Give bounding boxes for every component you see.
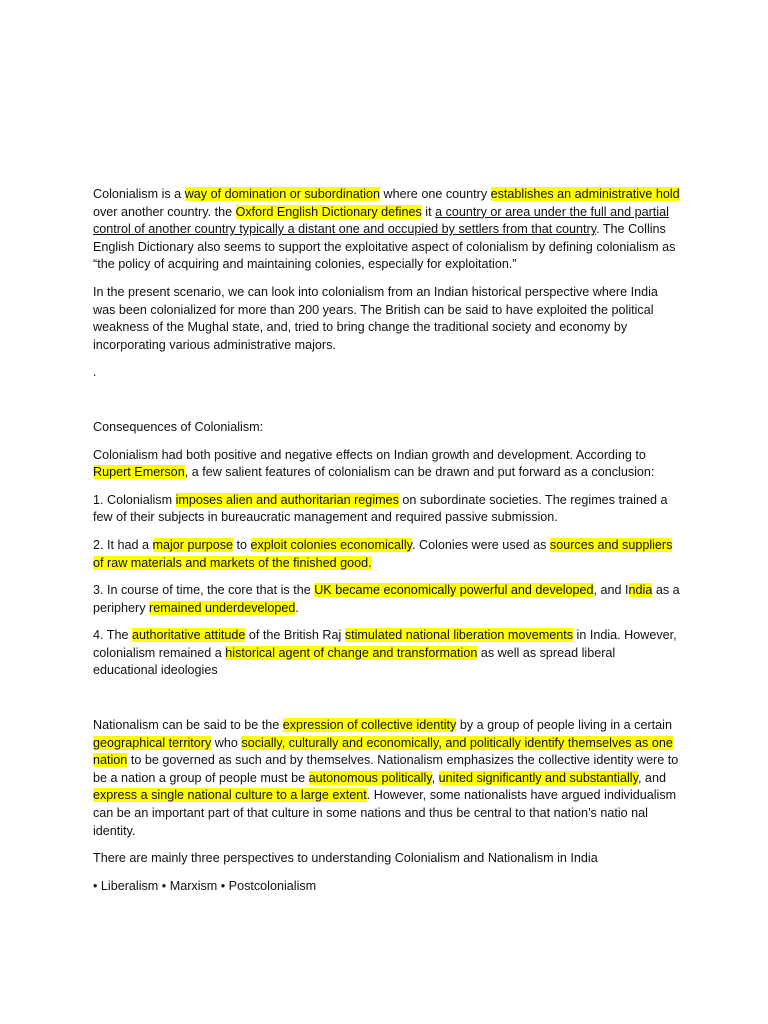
highlighted-text: Rupert Emerson bbox=[93, 465, 185, 480]
text-run: of the British Raj bbox=[245, 628, 345, 643]
highlighted-text: exploit colonies economically bbox=[250, 537, 413, 552]
highlighted-text: imposes alien and authoritarian regimes bbox=[175, 492, 399, 507]
text-run: , and I bbox=[593, 583, 629, 598]
text-run: where one country bbox=[380, 187, 491, 201]
highlighted-text: historical agent of change and transformation bbox=[225, 645, 478, 660]
text-run: . The Collins English Dictionary also seems to support the exploitative aspect of colonialism by defining colonialism as “the policy of acquiring and maintaining colonies, especially for exploitation.” bbox=[93, 222, 676, 272]
highlighted-text: authoritative attitude bbox=[131, 628, 246, 643]
text-run: as a periphery bbox=[93, 583, 680, 615]
list-item-2 bbox=[93, 537, 683, 572]
text-run: 2. It had a bbox=[93, 537, 153, 552]
highlighted-text: express a single national culture to a large extent bbox=[93, 788, 367, 803]
text-run: it bbox=[421, 204, 436, 219]
highlighted-text: major purpose bbox=[152, 537, 234, 552]
text-run: as well as spread liberal educational ideologies bbox=[93, 645, 616, 678]
text-run: over another country. the bbox=[93, 204, 236, 219]
section-heading: Consequences of Colonialism: bbox=[93, 419, 264, 434]
text-run: , a few salient features of colonialism can be drawn and put forward as a conclusion: bbox=[184, 465, 655, 480]
highlighted-text: establishes an administrative hold bbox=[490, 187, 680, 201]
highlighted-text: geographical territory bbox=[93, 735, 212, 750]
blank-space bbox=[93, 392, 683, 419]
highlighted-text: sources and suppliers of raw materials and markets of the finished good. bbox=[93, 537, 673, 570]
text-run: 3. In course of time, the core that is the bbox=[93, 583, 315, 598]
document-page bbox=[93, 186, 683, 905]
highlighted-text: Oxford English Dictionary defines bbox=[235, 204, 422, 219]
list-item-4 bbox=[93, 627, 683, 680]
text-run: to bbox=[233, 537, 251, 552]
text-run: Nationalism can be said to be the bbox=[93, 718, 283, 733]
text-run: to be governed as such and by themselves. Nationalism emphasizes the collective identity were to be a nation a group of people must be bbox=[93, 753, 679, 785]
list-item-1 bbox=[93, 492, 683, 527]
highlighted-text: way of domination or subordination bbox=[184, 187, 381, 201]
highlighted-text: ndia bbox=[628, 583, 653, 598]
list-item-3 bbox=[93, 582, 683, 617]
blank-space bbox=[93, 690, 683, 717]
text-run: on subordinate societies. The regimes trained a few of their subjects in bureaucratic management and required passive submission. bbox=[93, 492, 668, 525]
text-run: . However, some nationalists have argued individualism can be an important part of that culture in some nations and thus be central to that nation’s natio nal identity. bbox=[93, 788, 677, 838]
text-run: in India. However, colonialism remained a bbox=[93, 628, 677, 660]
paragraph-colonialism-definition bbox=[93, 186, 683, 274]
stray-dot: . bbox=[93, 365, 97, 380]
text-run: who bbox=[211, 735, 242, 750]
paragraph-indian-perspective: In the present scenario, we can look into colonialism from an Indian historical perspective where India was been colonialized for more than 200 years. The British can be said to have exploited the political weakness of the Mughal state, and, tried to bring change the traditional society and economy by incorporating various administrative majors. bbox=[93, 284, 658, 352]
highlighted-text: autonomous politically bbox=[308, 770, 432, 785]
underlined-text: a country or area under the full and partial control of another country typically a distant one and occupied by settlers from that country bbox=[93, 204, 669, 237]
text-run: by a group of people living in a certain bbox=[456, 718, 672, 733]
text-run: , bbox=[431, 770, 439, 785]
text-run: , and bbox=[637, 770, 666, 785]
text-run: . Colonies were used as bbox=[412, 537, 550, 552]
perspectives-list: • Liberalism • Marxism • Postcolonialism bbox=[93, 878, 317, 893]
paragraph-perspectives: There are mainly three perspectives to understanding Colonialism and Nationalism in India bbox=[93, 851, 598, 866]
highlighted-text: remained underdeveloped bbox=[149, 600, 296, 615]
paragraph-consequences-intro bbox=[93, 447, 683, 482]
highlighted-text: united significantly and substantially bbox=[438, 770, 638, 785]
highlighted-text: stimulated national liberation movements bbox=[344, 628, 574, 643]
text-run: Colonialism is a bbox=[93, 187, 185, 201]
paragraph-nationalism bbox=[93, 717, 683, 840]
highlighted-text: UK became economically powerful and developed bbox=[314, 583, 594, 598]
text-run: 1. Colonialism bbox=[93, 492, 176, 507]
highlighted-text: socially, culturally and economically, and politically identify themselves as one nation bbox=[93, 735, 673, 768]
text-run: Colonialism had both positive and negative effects on Indian growth and development. According to bbox=[93, 447, 646, 462]
highlighted-text: expression of collective identity bbox=[282, 718, 457, 733]
text-run: . bbox=[295, 600, 299, 615]
text-run: 4. The bbox=[93, 628, 132, 643]
